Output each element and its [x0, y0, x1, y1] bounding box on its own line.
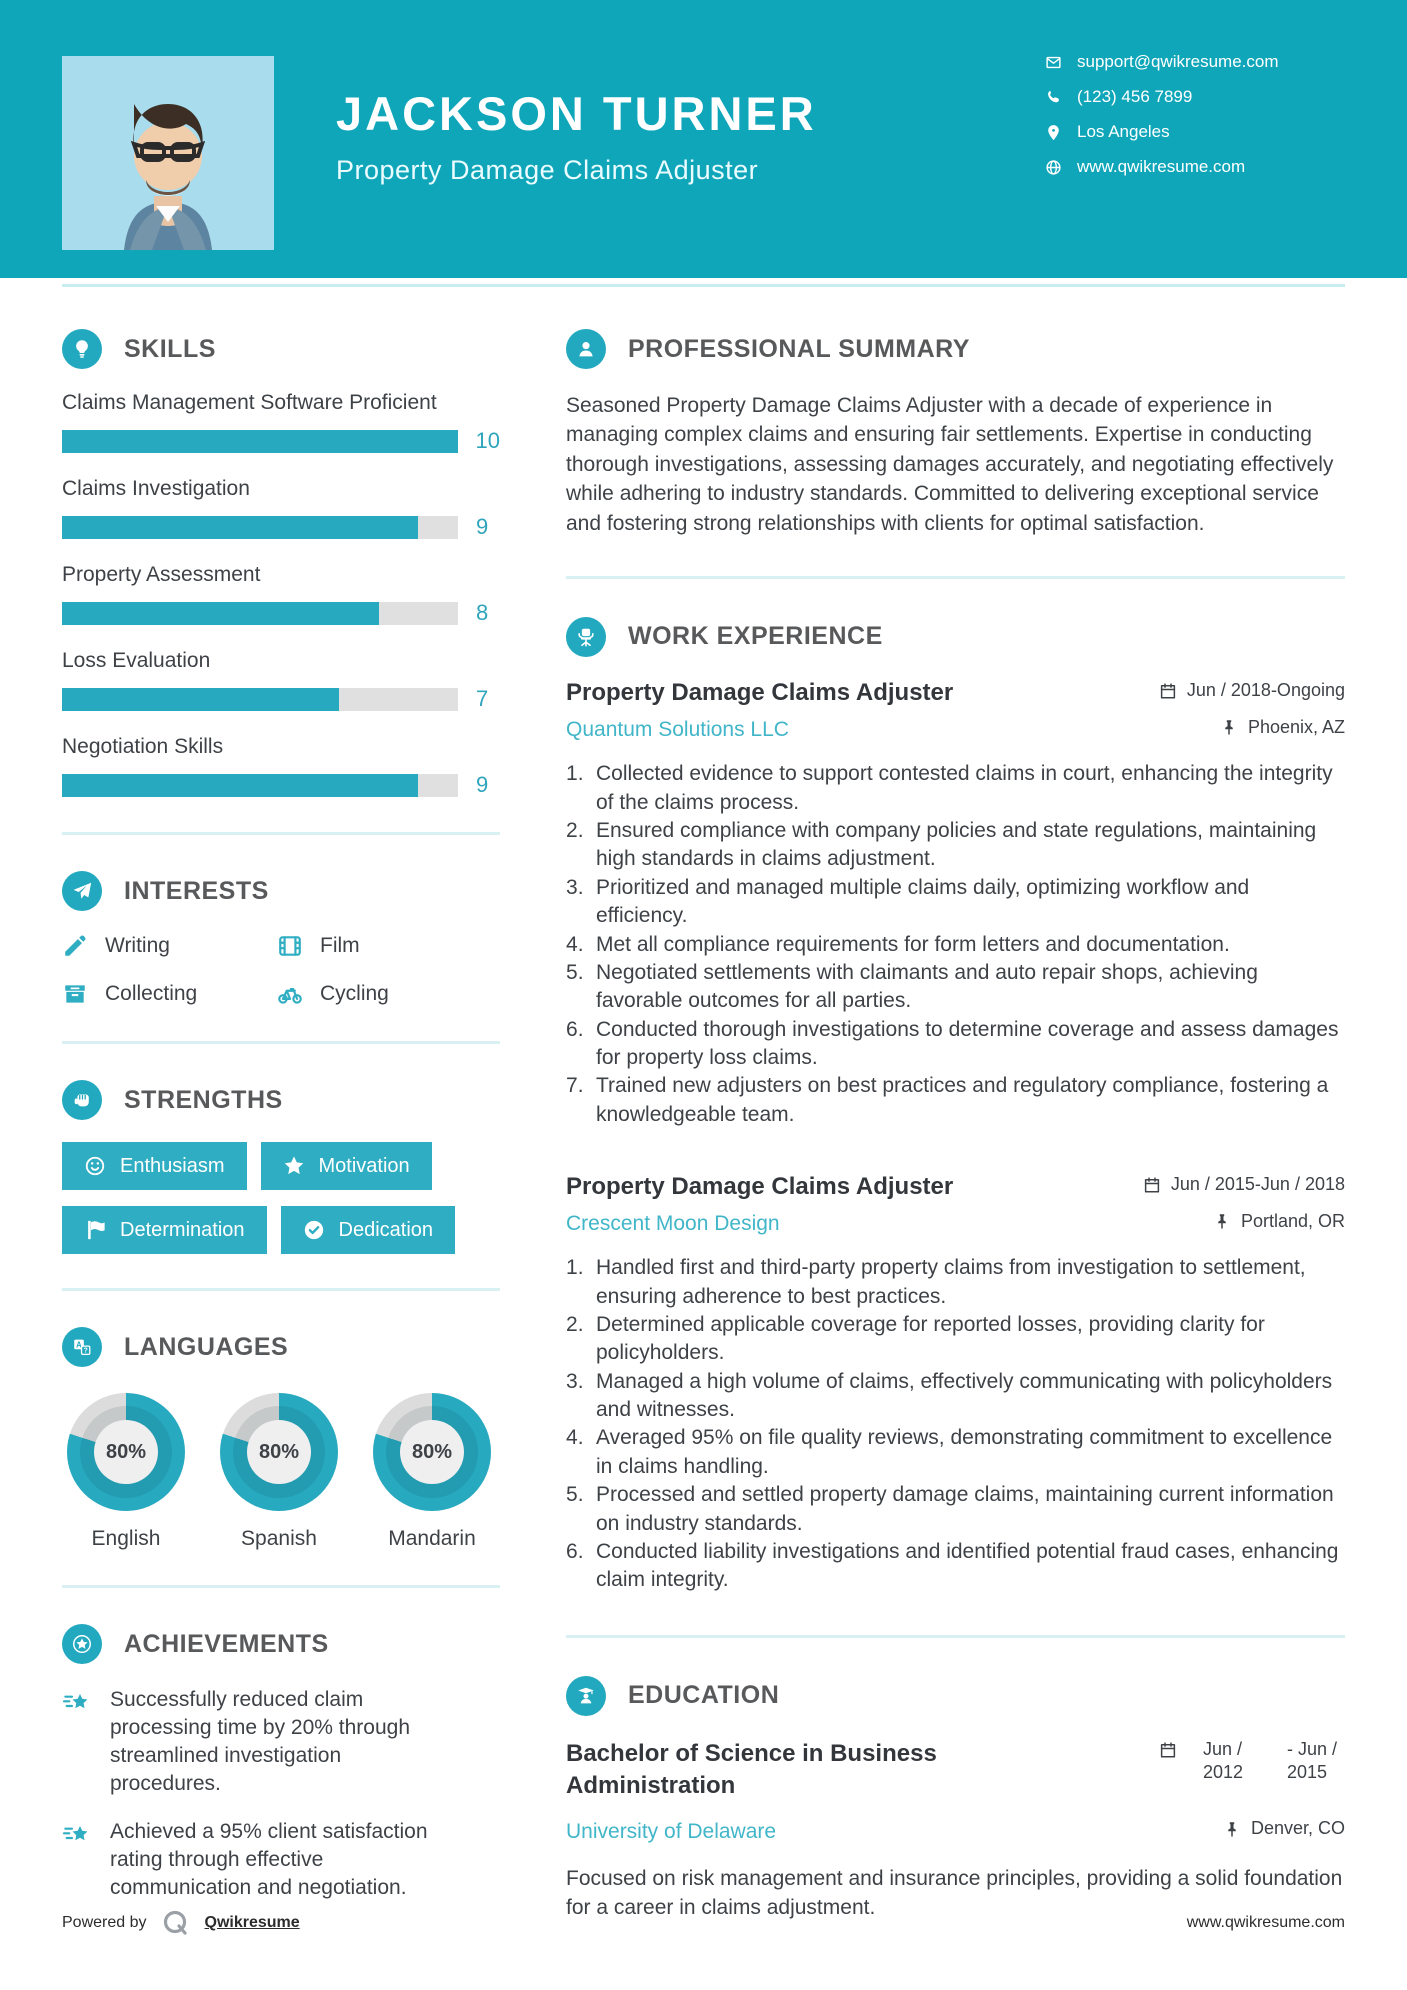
location-pin-icon — [1045, 124, 1062, 141]
summary-section — [566, 329, 1345, 538]
strength-chip: Determination — [62, 1206, 267, 1254]
header — [0, 0, 1407, 278]
education-degree: Bachelor of Science in Business Administration — [566, 1739, 937, 1799]
job-entry — [566, 1173, 1345, 1595]
achievements-heading: ACHIEVEMENTS — [124, 1629, 329, 1658]
interest-item: Writing — [62, 933, 277, 959]
graduate-icon — [566, 1676, 606, 1716]
job-location: Phoenix, AZ — [1220, 717, 1345, 738]
calendar-icon — [1143, 1176, 1161, 1194]
job-company: Quantum Solutions LLC — [566, 718, 789, 742]
footer — [62, 1908, 1345, 1938]
job-bullet-list — [566, 1254, 1345, 1594]
svg-text:?: ? — [83, 1347, 88, 1355]
footer-site-url: www.qwikresume.com — [1186, 1914, 1345, 1931]
skills-section — [62, 329, 500, 798]
section-divider — [62, 1585, 500, 1588]
summary-heading: PROFESSIONAL SUMMARY — [628, 334, 970, 363]
job-dates: Jun / 2015-Jun / 2018 — [1143, 1174, 1345, 1195]
job-bullet: Met all compliance requirements for form letters and documentation. — [596, 932, 1230, 956]
skill-rating: 8 — [476, 600, 489, 625]
education-description: Focused on risk management and insurance principles, providing a solid foundation for a career in claims adjustment. — [566, 1866, 1343, 1920]
contact-email — [1045, 52, 1345, 72]
language-item: 80% Spanish — [217, 1393, 341, 1551]
section-divider — [62, 832, 500, 835]
contact-location-text: Los Angeles — [1077, 122, 1170, 141]
job-bullet: Averaged 95% on file quality reviews, demonstrating commitment to excellence in claims handling. — [596, 1426, 1333, 1478]
strength-chip: Enthusiasm — [62, 1142, 247, 1190]
education-section — [566, 1676, 1345, 1923]
flag-icon — [84, 1219, 106, 1241]
contact-location — [1045, 122, 1345, 142]
job-bullet-list — [566, 760, 1345, 1128]
achievement-item: Achieved a 95% client satisfaction rating through effective communication and negotiation. — [62, 1818, 500, 1902]
fist-icon — [62, 1080, 102, 1120]
interests-section — [62, 871, 500, 1007]
email-icon — [1045, 54, 1062, 71]
person-photo-illustration — [62, 56, 274, 250]
interest-item: Collecting — [62, 981, 277, 1007]
person-icon — [566, 329, 606, 369]
language-donut: 80% — [373, 1393, 491, 1511]
strength-chip: Motivation — [261, 1142, 432, 1190]
interest-item: Film — [277, 933, 492, 959]
strengths-heading: STRENGTHS — [124, 1085, 283, 1114]
job-bullet: Collected evidence to support contested claims in court, enhancing the integrity of the claims process. — [596, 762, 1333, 814]
office-chair-icon — [566, 617, 606, 657]
pushpin-icon — [1213, 1212, 1231, 1230]
globe-icon — [1045, 159, 1062, 176]
profile-photo — [62, 56, 274, 250]
film-icon — [277, 933, 303, 959]
job-bullet: Processed and settled property damage claims, maintaining current information on industry standards. — [596, 1483, 1334, 1535]
skill-item: Property Assessment 8 — [62, 563, 489, 625]
strengths-section — [62, 1080, 500, 1254]
job-bullet: Conducted liability investigations and identified potential fraud cases, enhancing claim integrity. — [596, 1539, 1339, 1592]
section-divider — [62, 1288, 500, 1291]
smiley-icon — [84, 1155, 106, 1177]
skill-bar — [62, 602, 458, 625]
job-bullet: Negotiated settlements with claimants and auto repair shops, achieving favorable outcomes for all parties. — [596, 960, 1258, 1013]
pencil-icon — [62, 933, 88, 959]
skill-bar-fill — [62, 688, 339, 711]
skill-rating: 10 — [475, 428, 500, 453]
right-column — [566, 329, 1345, 1923]
skill-bar-fill — [62, 774, 418, 797]
education-dates: Jun / 2012 - Jun / 2015 — [1159, 1738, 1345, 1803]
skill-bar — [62, 688, 458, 711]
contact-phone — [1045, 87, 1345, 107]
education-location: Denver, CO — [1223, 1818, 1345, 1839]
section-divider — [566, 576, 1345, 579]
paper-plane-icon — [62, 871, 102, 911]
job-bullet: Trained new adjusters on best practices and regulatory compliance, fostering a knowledgeable team. — [596, 1074, 1329, 1126]
archive-box-icon — [62, 981, 88, 1007]
summary-text: Seasoned Property Damage Claims Adjuster with a decade of experience in managing complex claims and ensuring fair settlements. Expertise in conducting thorough investigations, assessing damages accurately, and negotiating effectively while adhering to industry standards. Committed to delivering exceptional service and fostering strong relationships with clients for optimal satisfaction. — [566, 394, 1334, 535]
section-divider — [566, 1635, 1345, 1638]
job-dates: Jun / 2018-Ongoing — [1159, 680, 1345, 701]
languages-section — [62, 1327, 500, 1551]
experience-section — [566, 617, 1345, 1595]
job-location: Portland, OR — [1213, 1211, 1345, 1232]
skills-heading: SKILLS — [124, 334, 216, 363]
star-medal-icon — [62, 1624, 102, 1664]
left-column — [62, 329, 500, 1923]
contact-website — [1045, 157, 1345, 177]
job-title: Property Damage Claims Adjuster — [566, 678, 954, 706]
achievements-section — [62, 1624, 500, 1901]
job-bullet: Ensured compliance with company policies and state regulations, maintaining high standards in claims adjustment. — [596, 819, 1317, 871]
achievement-item: Successfully reduced claim processing time by 20% through streamlined investigation procedures. — [62, 1686, 500, 1798]
interest-item: Cycling — [277, 981, 492, 1007]
job-company: Crescent Moon Design — [566, 1212, 780, 1236]
skill-bar-fill — [62, 602, 379, 625]
language-donut: 80% — [220, 1393, 338, 1511]
education-heading: EDUCATION — [628, 1681, 780, 1710]
job-entry — [566, 679, 1345, 1129]
skill-item: Claims Management Software Proficient 10 — [62, 391, 500, 453]
pushpin-icon — [1220, 718, 1238, 736]
contact-phone-text: (123) 456 7899 — [1077, 87, 1193, 106]
shooting-star-icon — [62, 1688, 94, 1720]
contact-website-text: www.qwikresume.com — [1077, 157, 1246, 176]
skill-bar — [62, 430, 458, 453]
strength-chip: Dedication — [281, 1206, 456, 1254]
skill-item: Loss Evaluation 7 — [62, 649, 489, 711]
candidate-title: Property Damage Claims Adjuster — [336, 155, 759, 185]
phone-icon — [1045, 89, 1062, 106]
bicycle-icon — [277, 981, 303, 1007]
languages-heading: LANGUAGES — [124, 1332, 289, 1361]
svg-text:A: A — [76, 1340, 82, 1350]
qwikresume-link[interactable]: Qwikresume — [204, 1914, 300, 1931]
education-school: University of Delaware — [566, 1819, 777, 1843]
section-divider — [62, 1041, 500, 1044]
job-bullet: Conducted thorough investigations to determine coverage and assess damages for property loss claims. — [596, 1017, 1339, 1069]
contact-block — [1045, 0, 1345, 278]
job-title: Property Damage Claims Adjuster — [566, 1172, 954, 1200]
job-bullet: Determined applicable coverage for reported losses, providing clarity for policyholders. — [596, 1313, 1265, 1365]
skill-rating: 7 — [476, 686, 489, 711]
star-icon — [283, 1155, 305, 1177]
job-bullet: Handled first and third-party property claims from investigation to settlement, ensuring adherence to best practices. — [596, 1256, 1306, 1308]
check-circle-icon — [303, 1219, 325, 1241]
shooting-star-icon — [62, 1820, 94, 1852]
job-bullet: Prioritized and managed multiple claims daily, optimizing workflow and efficiency. — [596, 875, 1250, 928]
skill-item: Negotiation Skills 9 — [62, 735, 489, 797]
experience-heading: WORK EXPERIENCE — [628, 622, 883, 651]
skill-bar — [62, 774, 458, 797]
contact-email-text: support@qwikresume.com — [1077, 52, 1279, 71]
lightbulb-icon — [62, 329, 102, 369]
language-item: 80% English — [64, 1393, 188, 1551]
skill-bar-fill — [62, 516, 418, 539]
interests-heading: INTERESTS — [124, 876, 269, 905]
translate-icon — [62, 1327, 102, 1367]
skill-bar-fill — [62, 430, 458, 453]
language-donut: 80% — [67, 1393, 185, 1511]
language-item: 80% Mandarin — [370, 1393, 494, 1551]
job-bullet: Managed a high volume of claims, effectively communicating with policyholders and witnesses. — [596, 1369, 1333, 1422]
powered-by: Powered by Qwikresume — [62, 1908, 300, 1938]
skill-bar — [62, 516, 458, 539]
candidate-name: JACKSON TURNER — [336, 87, 817, 140]
pushpin-icon — [1223, 1820, 1241, 1838]
skill-rating: 9 — [476, 514, 489, 539]
skill-rating: 9 — [476, 772, 489, 797]
skill-item: Claims Investigation 9 — [62, 477, 489, 539]
header-identity — [336, 0, 817, 278]
calendar-icon — [1159, 1741, 1177, 1759]
calendar-icon — [1159, 682, 1177, 700]
qwikresume-logo-icon — [161, 1908, 191, 1938]
